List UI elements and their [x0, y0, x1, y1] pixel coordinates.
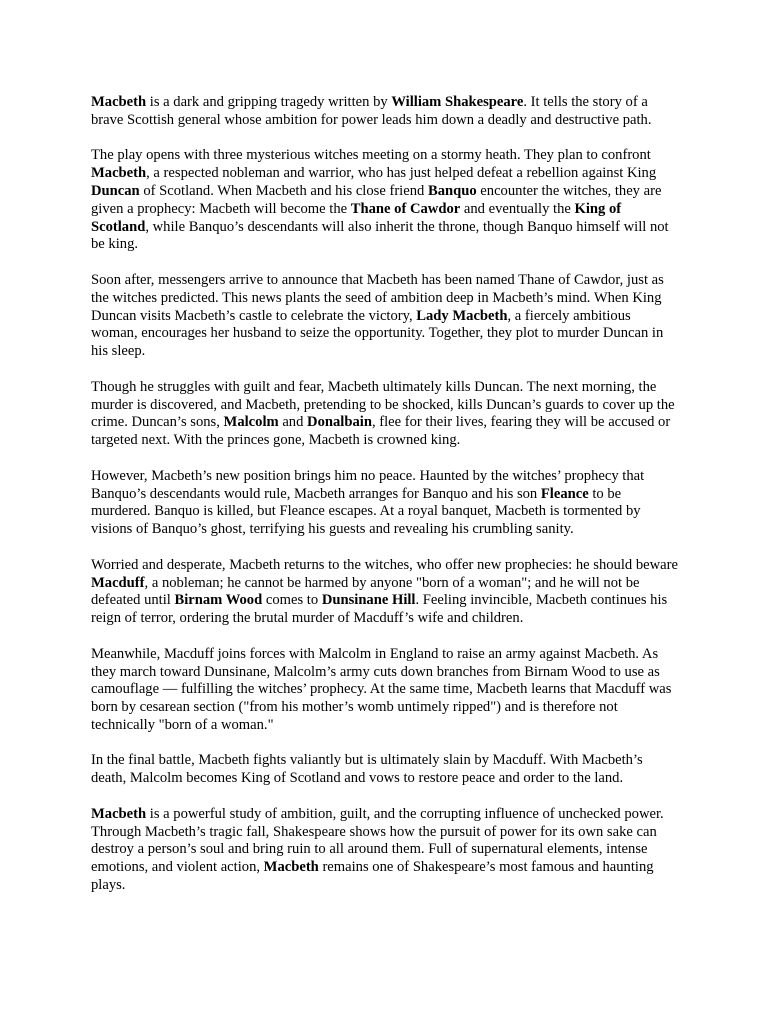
- bold-term: Malcolm: [223, 414, 279, 431]
- bold-term: Banquo: [427, 182, 477, 199]
- text-run: In the final battle, Macbeth fights valiantly but is ultimately slain by Macduff. With Macbeth’s death, Malcolm becomes King of Scotland and vows to restore peace and order to the land.: [91, 752, 643, 787]
- paragraph-5: [91, 468, 679, 539]
- bold-term: William Shakespeare: [391, 94, 524, 110]
- paragraph-6: [91, 557, 679, 628]
- bold-term: Dunsinane Hill: [321, 592, 416, 609]
- bold-term: Thane of Cawdor: [350, 200, 461, 217]
- document-body: [91, 94, 679, 913]
- text-run: and eventually the: [460, 200, 575, 217]
- bold-term: Lady Macbeth: [416, 307, 508, 324]
- bold-term: Donalbain: [307, 414, 372, 431]
- text-run: , flee for their lives, fearing they will be accused or targeted next. With the princes gone, Macbeth is crowned king.: [91, 414, 671, 449]
- paragraph-1: [91, 94, 679, 130]
- text-run: , a respected nobleman and warrior, who has just helped defeat a rebellion against King: [146, 165, 657, 182]
- paragraph-4: [91, 379, 679, 450]
- bold-term: Macbeth: [91, 165, 147, 182]
- bold-term: King of Scotland: [91, 200, 622, 235]
- bold-term: Duncan: [91, 182, 140, 199]
- text-run: encounter the witches, they are given a prophecy: Macbeth will become the: [91, 182, 662, 217]
- text-run: is a dark and gripping tragedy written by: [146, 94, 392, 110]
- text-run: of Scotland. When Macbeth and his close friend: [139, 182, 428, 199]
- text-run: , while Banquo’s descendants will also inherit the throne, though Banquo himself will not be king.: [91, 218, 669, 253]
- text-run: , a nobleman; he cannot be harmed by anyone "born of a woman"; and he will not be defeated until: [91, 574, 640, 609]
- text-run: Though he struggles with guilt and fear, Macbeth ultimately kills Duncan. The next morning, the murder is discovered, and Macbeth, pretending to be shocked, kills Duncan’s guards to cover up the crime. Duncan’s sons,: [91, 378, 675, 431]
- bold-term: Macbeth: [91, 94, 147, 110]
- bold-term: Macbeth: [263, 859, 319, 876]
- text-run: , a fiercely ambitious woman, encourages her husband to seize the opportunity. Together, they plot to murder Duncan in his sleep.: [91, 307, 664, 360]
- text-run: to be murdered. Banquo is killed, but Fleance escapes. At a royal banquet, Macbeth is tormented by visions of Banquo’s ghost, terrifying his guests and revealing his crumbling sanity.: [91, 485, 641, 538]
- paragraph-8: [91, 752, 679, 788]
- text-run: Worried and desperate, Macbeth returns to the witches, who offer new prophecies: he should beware: [91, 556, 678, 573]
- text-run: Soon after, messengers arrive to announce that Macbeth has been named Thane of Cawdor, just as the witches predicted. This news plants the seed of ambition deep in Macbeth’s mind. When King Duncan visits Macbeth’s castle to celebrate the victory,: [91, 271, 664, 324]
- paragraph-7: [91, 646, 679, 735]
- text-run: and: [278, 414, 308, 431]
- bold-term: Fleance: [540, 485, 589, 502]
- text-run: The play opens with three mysterious witches meeting on a stormy heath. They plan to confront: [91, 147, 651, 164]
- paragraph-9: [91, 806, 679, 895]
- text-run: . Feeling invincible, Macbeth continues his reign of terror, ordering the brutal murder of Macduff’s wife and children.: [91, 592, 668, 627]
- text-run: . It tells the story of a brave Scottish general whose ambition for power leads him down a deadly and destructive path.: [91, 94, 652, 128]
- bold-term: Macbeth: [91, 805, 147, 822]
- text-run: remains one of Shakespeare’s most famous and haunting plays.: [91, 859, 654, 894]
- paragraph-3: [91, 272, 679, 361]
- text-run: is a powerful study of ambition, guilt, and the corrupting influence of unchecked power. Through Macbeth’s tragic fall, Shakespeare shows how the pursuit of power for its own sake can destroy a person’s soul and bring ruin to all around them. Full of supernatural elements, intense emotions, and violent action,: [91, 805, 664, 876]
- paragraph-2: [91, 147, 679, 254]
- bold-term: Macduff: [91, 574, 145, 591]
- text-run: comes to: [262, 592, 322, 609]
- text-run: However, Macbeth’s new position brings him no peace. Haunted by the witches’ prophecy that Banquo’s descendants would rule, Macbeth arranges for Banquo and his son: [91, 467, 645, 502]
- bold-term: Birnam Wood: [174, 592, 263, 609]
- text-run: Meanwhile, Macduff joins forces with Malcolm in England to raise an army against Macbeth. As they march toward Dunsinane, Malcolm’s army cuts down branches from Birnam Wood to use as camouflage — fulfilling the witches’ prophecy. At the same time, Macbeth learns that Macduff was born by cesarean section ("from his mother’s womb untimely ripped") and is therefore not technically "born of a woman.": [91, 645, 672, 733]
